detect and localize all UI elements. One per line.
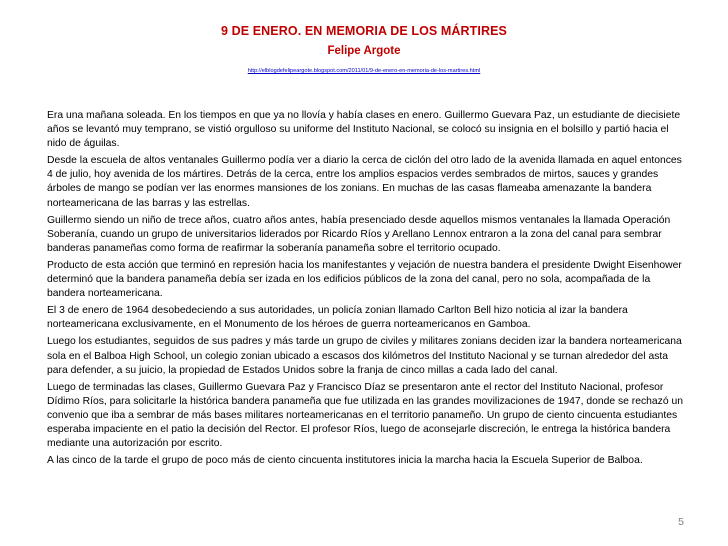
paragraph: A las cinco de la tarde el grupo de poco más de ciento cincuenta institutores inicia la marcha hacia la Escuela Superior de Balboa. [47, 455, 643, 467]
article-body [47, 109, 689, 471]
paragraph: Luego de terminadas las clases, Guillermo Guevara Paz y Francisco Díaz se presentaron ante el rector del Instituto Nacional, profesor Dídimo Ríos, para solicitarle la histórica bandera panameña que fue utilizada en las grandes movilizaciones de 1947, donde se rechazó un convenio que iba a sembrar de más bases militares norteamericanas en el territorio panameño. Un grupo de ciento cincuenta estudiantes esperaba impaciente en el patio la decisión del Rector. El profesor Ríos, luego de aconsejarle discreción, le entrega la histórica bandera mediante una autorización por escrito. [47, 381, 683, 450]
paragraph: Guillermo siendo un niño de trece años, cuatro años antes, había presenciado desde aquellos mismos ventanales la llamada Operación Soberanía, cuando un grupo de universitarios liderados por Ricardo Ríos y Arellano Lennox entraron a la zona del canal para sembrar banderas panameñas como forma de reafirmar la soberanía panameña sobre el territorio ocupado. [47, 214, 671, 254]
source-link[interactable]: http://elblogdefelipeargote.blogspot.com/2011/01/9-de-enero-en-memoria-de-los-martires.html [247, 68, 481, 74]
page-number: 5 [678, 516, 684, 528]
paragraph: Producto de esta acción que terminó en represión hacia los manifestantes y vejación de nuestra bandera el presidente Dwight Eisenhower determinó que la bandera panameña debía ser izada en los edificios públicos de la zona del canal, pero no sola, acompañada de la bandera norteamericana. [47, 259, 682, 300]
document-title: 9 DE ENERO. EN MEMORIA DE LOS MÁRTIRES [220, 24, 507, 38]
author-name: Felipe Argote [327, 45, 401, 57]
paragraph: Era una mañana soleada. En los tiempos en que ya no llovía y había clases en enero. Guillermo Guevara Paz, un estudiante de diecisiete años se levantó muy temprano, se vistió orgulloso su uniforme del Instituto Nacional, se colocó su insignia en el bolsillo y partió hacia el nido de águilas. [47, 110, 681, 150]
paragraph: El 3 de enero de 1964 desobedeciendo a sus autoridades, un policía zonian llamado Carlton Bell hizo noticia al izar la bandera norteamericana exclusivamente, en el Monumento de los héroes de guerra norteamericanos en Gamboa. [47, 305, 628, 331]
paragraph: Luego los estudiantes, seguidos de sus padres y más tarde un grupo de civiles y militares zonians deciden izar la bandera norteamericana sola en el Balboa High School, un colegio zonian ubicado a escasos dos kilómetros del Instituto Nacional y se turnan alrededor del asta para defender, a su juicio, la propiedad de Estados Unidos sobre la franja de cinco millas a cada lado del canal. [47, 336, 682, 376]
paragraph: Desde la escuela de altos ventanales Guillermo podía ver a diario la cerca de ciclón del otro lado de la avenida llamada en aquel entonces 4 de julio, hoy avenida de los mártires. Detrás de la cerca, entre los amplios espacios verdes sembrados de mirtos, sauces y grandes árboles de mango se podían ver las enormes mansiones de los zonians. En muchas de las casas flameaba amenazante la bandera norteamericana de las barras y las estrellas. [47, 155, 682, 209]
